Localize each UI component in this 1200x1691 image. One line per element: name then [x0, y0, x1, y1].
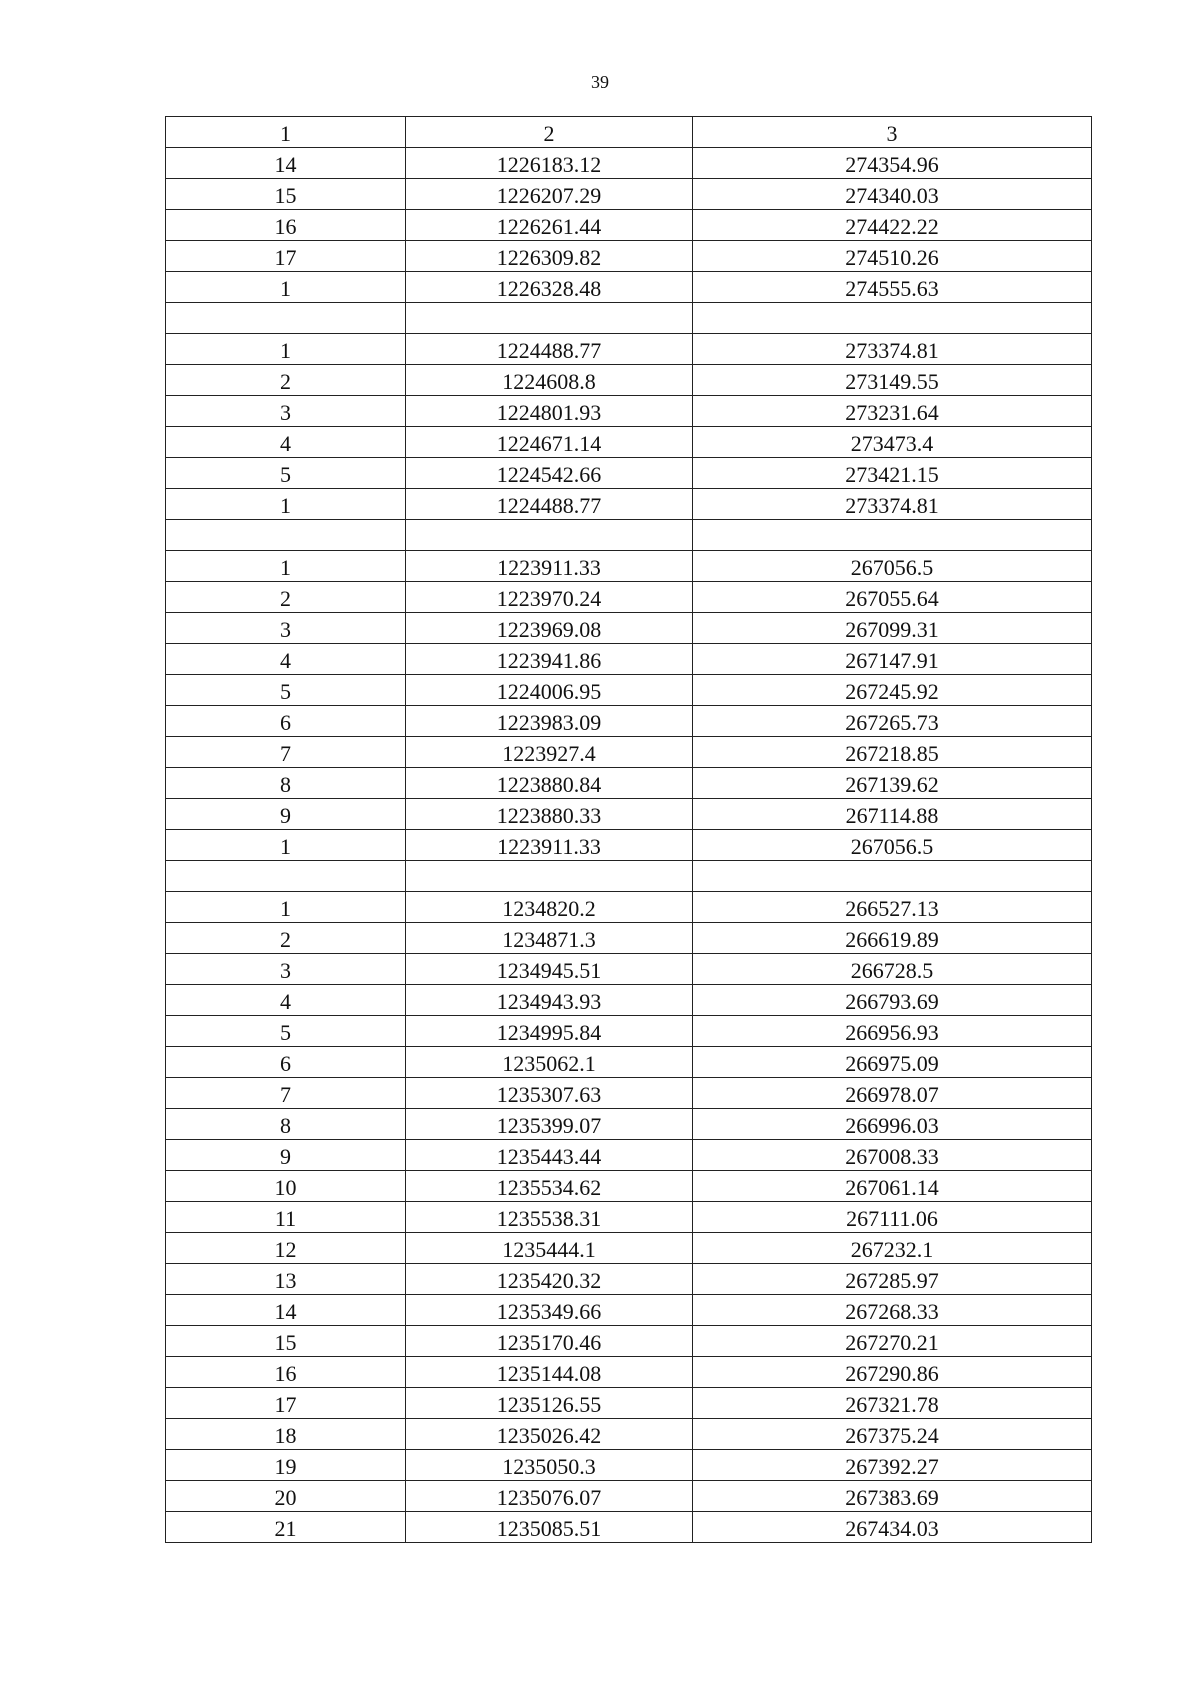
table-body: [166, 148, 1092, 1543]
table-row: [166, 1388, 1092, 1419]
cell-coordinate-y: 267290.86: [693, 1357, 1092, 1388]
cell-coordinate-y: 273473.4: [693, 427, 1092, 458]
cell-point-number: [166, 861, 406, 892]
cell-coordinate-x: 1235026.42: [406, 1419, 693, 1450]
cell-point-number: 3: [166, 954, 406, 985]
table-row: [166, 954, 1092, 985]
table-row: [166, 210, 1092, 241]
cell-coordinate-x: 1235050.3: [406, 1450, 693, 1481]
cell-coordinate-y: [693, 303, 1092, 334]
table-row: [166, 923, 1092, 954]
cell-point-number: 1: [166, 334, 406, 365]
table-row: [166, 1047, 1092, 1078]
cell-coordinate-x: 1234871.3: [406, 923, 693, 954]
table-row: [166, 1202, 1092, 1233]
cell-coordinate-x: 1235399.07: [406, 1109, 693, 1140]
cell-point-number: 19: [166, 1450, 406, 1481]
cell-point-number: 8: [166, 1109, 406, 1140]
cell-coordinate-y: 273374.81: [693, 334, 1092, 365]
cell-coordinate-x: 1235307.63: [406, 1078, 693, 1109]
table-row: [166, 737, 1092, 768]
cell-coordinate-x: 1226309.82: [406, 241, 693, 272]
table-row: [166, 458, 1092, 489]
cell-coordinate-x: 1224488.77: [406, 334, 693, 365]
table-row: [166, 706, 1092, 737]
cell-point-number: 4: [166, 985, 406, 1016]
cell-coordinate-y: 267392.27: [693, 1450, 1092, 1481]
cell-coordinate-x: 1223911.33: [406, 830, 693, 861]
cell-point-number: 2: [166, 923, 406, 954]
cell-coordinate-y: 267383.69: [693, 1481, 1092, 1512]
cell-coordinate-x: 1235144.08: [406, 1357, 693, 1388]
cell-coordinate-y: 267270.21: [693, 1326, 1092, 1357]
cell-coordinate-y: 266956.93: [693, 1016, 1092, 1047]
cell-point-number: 1: [166, 489, 406, 520]
cell-coordinate-y: 267114.88: [693, 799, 1092, 830]
cell-point-number: 3: [166, 396, 406, 427]
cell-coordinate-y: 273374.81: [693, 489, 1092, 520]
cell-coordinate-x: 1223927.4: [406, 737, 693, 768]
cell-coordinate-y: 273231.64: [693, 396, 1092, 427]
cell-point-number: 1: [166, 272, 406, 303]
table-row: [166, 892, 1092, 923]
cell-point-number: 2: [166, 582, 406, 613]
cell-coordinate-x: 1226207.29: [406, 179, 693, 210]
cell-point-number: 4: [166, 644, 406, 675]
table-header-row: [166, 117, 1092, 148]
cell-coordinate-y: [693, 520, 1092, 551]
table-row: [166, 1109, 1092, 1140]
cell-point-number: 2: [166, 365, 406, 396]
cell-coordinate-x: 1235349.66: [406, 1295, 693, 1326]
cell-coordinate-y: 274510.26: [693, 241, 1092, 272]
cell-coordinate-x: 1235126.55: [406, 1388, 693, 1419]
cell-coordinate-y: 266793.69: [693, 985, 1092, 1016]
table-row: [166, 1357, 1092, 1388]
cell-coordinate-y: 267265.73: [693, 706, 1092, 737]
cell-point-number: 1: [166, 830, 406, 861]
cell-coordinate-y: [693, 861, 1092, 892]
cell-coordinate-y: 267139.62: [693, 768, 1092, 799]
cell-coordinate-y: 267321.78: [693, 1388, 1092, 1419]
cell-point-number: 9: [166, 1140, 406, 1171]
table-row: [166, 365, 1092, 396]
table-row: [166, 489, 1092, 520]
cell-point-number: 1: [166, 892, 406, 923]
cell-coordinate-x: 1223941.86: [406, 644, 693, 675]
cell-point-number: 5: [166, 1016, 406, 1047]
table-row: [166, 675, 1092, 706]
cell-coordinate-x: 1226328.48: [406, 272, 693, 303]
cell-point-number: 10: [166, 1171, 406, 1202]
cell-point-number: 14: [166, 1295, 406, 1326]
cell-coordinate-x: 1234995.84: [406, 1016, 693, 1047]
cell-coordinate-y: 267268.33: [693, 1295, 1092, 1326]
cell-point-number: 4: [166, 427, 406, 458]
table-row: [166, 1140, 1092, 1171]
cell-coordinate-y: 267232.1: [693, 1233, 1092, 1264]
cell-point-number: 18: [166, 1419, 406, 1450]
cell-coordinate-x: 1235420.32: [406, 1264, 693, 1295]
cell-point-number: 17: [166, 241, 406, 272]
cell-coordinate-x: [406, 303, 693, 334]
table-row: [166, 985, 1092, 1016]
table-row: [166, 1016, 1092, 1047]
cell-coordinate-y: 267061.14: [693, 1171, 1092, 1202]
cell-coordinate-y: 266527.13: [693, 892, 1092, 923]
cell-coordinate-x: 1223969.08: [406, 613, 693, 644]
cell-coordinate-y: 267008.33: [693, 1140, 1092, 1171]
table-row: [166, 1078, 1092, 1109]
cell-coordinate-y: 267375.24: [693, 1419, 1092, 1450]
separator-row: [166, 861, 1092, 892]
cell-coordinate-x: 1235444.1: [406, 1233, 693, 1264]
cell-coordinate-y: 267055.64: [693, 582, 1092, 613]
cell-coordinate-x: 1224542.66: [406, 458, 693, 489]
table-row: [166, 1450, 1092, 1481]
cell-coordinate-y: 267099.31: [693, 613, 1092, 644]
cell-point-number: 14: [166, 148, 406, 179]
cell-coordinate-y: 267111.06: [693, 1202, 1092, 1233]
cell-coordinate-y: 274555.63: [693, 272, 1092, 303]
cell-coordinate-y: 267285.97: [693, 1264, 1092, 1295]
cell-point-number: 11: [166, 1202, 406, 1233]
cell-point-number: 6: [166, 706, 406, 737]
table-row: [166, 768, 1092, 799]
cell-point-number: [166, 303, 406, 334]
cell-point-number: 7: [166, 1078, 406, 1109]
cell-coordinate-x: 1235085.51: [406, 1512, 693, 1543]
separator-row: [166, 520, 1092, 551]
cell-coordinate-x: 1223880.33: [406, 799, 693, 830]
cell-coordinate-x: 1224488.77: [406, 489, 693, 520]
cell-point-number: 1: [166, 551, 406, 582]
cell-coordinate-y: 267434.03: [693, 1512, 1092, 1543]
table-row: [166, 1481, 1092, 1512]
table-row: [166, 613, 1092, 644]
table-row: [166, 272, 1092, 303]
cell-point-number: 21: [166, 1512, 406, 1543]
cell-coordinate-x: 1226183.12: [406, 148, 693, 179]
cell-point-number: 9: [166, 799, 406, 830]
cell-point-number: 5: [166, 675, 406, 706]
cell-coordinate-x: 1234943.93: [406, 985, 693, 1016]
coordinates-table: [165, 116, 1092, 1543]
cell-point-number: 3: [166, 613, 406, 644]
table-row: [166, 1295, 1092, 1326]
table-row: [166, 1264, 1092, 1295]
cell-coordinate-y: 274422.22: [693, 210, 1092, 241]
table-row: [166, 582, 1092, 613]
cell-coordinate-x: [406, 861, 693, 892]
cell-point-number: [166, 520, 406, 551]
cell-coordinate-x: 1224801.93: [406, 396, 693, 427]
page-number: 39: [591, 72, 609, 92]
cell-coordinate-x: 1223970.24: [406, 582, 693, 613]
cell-coordinate-x: 1235538.31: [406, 1202, 693, 1233]
cell-coordinate-y: 267147.91: [693, 644, 1092, 675]
cell-point-number: 5: [166, 458, 406, 489]
cell-coordinate-x: 1234820.2: [406, 892, 693, 923]
cell-point-number: 15: [166, 1326, 406, 1357]
header-cell-x: 2: [406, 117, 693, 148]
table-row: [166, 334, 1092, 365]
table-row: [166, 1233, 1092, 1264]
cell-coordinate-y: 274354.96: [693, 148, 1092, 179]
table-row: [166, 644, 1092, 675]
cell-coordinate-y: 267056.5: [693, 830, 1092, 861]
table-row: [166, 396, 1092, 427]
table-row: [166, 148, 1092, 179]
table-row: [166, 1512, 1092, 1543]
header-cell-y: 3: [693, 117, 1092, 148]
cell-point-number: 20: [166, 1481, 406, 1512]
table-row: [166, 179, 1092, 210]
cell-coordinate-y: 266728.5: [693, 954, 1092, 985]
cell-coordinate-y: 273149.55: [693, 365, 1092, 396]
cell-coordinate-y: 266978.07: [693, 1078, 1092, 1109]
table-row: [166, 427, 1092, 458]
cell-coordinate-y: 274340.03: [693, 179, 1092, 210]
cell-point-number: 15: [166, 179, 406, 210]
cell-coordinate-y: 267245.92: [693, 675, 1092, 706]
cell-coordinate-x: 1235076.07: [406, 1481, 693, 1512]
cell-coordinate-y: 273421.15: [693, 458, 1092, 489]
cell-coordinate-y: 267218.85: [693, 737, 1092, 768]
cell-point-number: 7: [166, 737, 406, 768]
cell-coordinate-x: 1223911.33: [406, 551, 693, 582]
table-row: [166, 1326, 1092, 1357]
table-row: [166, 1419, 1092, 1450]
cell-coordinate-x: 1223880.84: [406, 768, 693, 799]
cell-coordinate-x: 1224671.14: [406, 427, 693, 458]
table-row: [166, 830, 1092, 861]
table-row: [166, 551, 1092, 582]
cell-coordinate-y: 266996.03: [693, 1109, 1092, 1140]
cell-coordinate-x: 1235534.62: [406, 1171, 693, 1202]
cell-point-number: 16: [166, 1357, 406, 1388]
table-row: [166, 241, 1092, 272]
cell-point-number: 16: [166, 210, 406, 241]
cell-point-number: 8: [166, 768, 406, 799]
cell-point-number: 13: [166, 1264, 406, 1295]
cell-coordinate-x: 1224608.8: [406, 365, 693, 396]
cell-coordinate-x: 1224006.95: [406, 675, 693, 706]
cell-coordinate-y: 266619.89: [693, 923, 1092, 954]
table-row: [166, 799, 1092, 830]
cell-coordinate-x: 1223983.09: [406, 706, 693, 737]
cell-coordinate-x: [406, 520, 693, 551]
header-cell-point: 1: [166, 117, 406, 148]
cell-point-number: 12: [166, 1233, 406, 1264]
cell-coordinate-y: 267056.5: [693, 551, 1092, 582]
cell-coordinate-x: 1235443.44: [406, 1140, 693, 1171]
cell-coordinate-x: 1235062.1: [406, 1047, 693, 1078]
cell-point-number: 6: [166, 1047, 406, 1078]
separator-row: [166, 303, 1092, 334]
cell-coordinate-y: 266975.09: [693, 1047, 1092, 1078]
cell-coordinate-x: 1226261.44: [406, 210, 693, 241]
cell-point-number: 17: [166, 1388, 406, 1419]
cell-coordinate-x: 1234945.51: [406, 954, 693, 985]
cell-coordinate-x: 1235170.46: [406, 1326, 693, 1357]
table-row: [166, 1171, 1092, 1202]
